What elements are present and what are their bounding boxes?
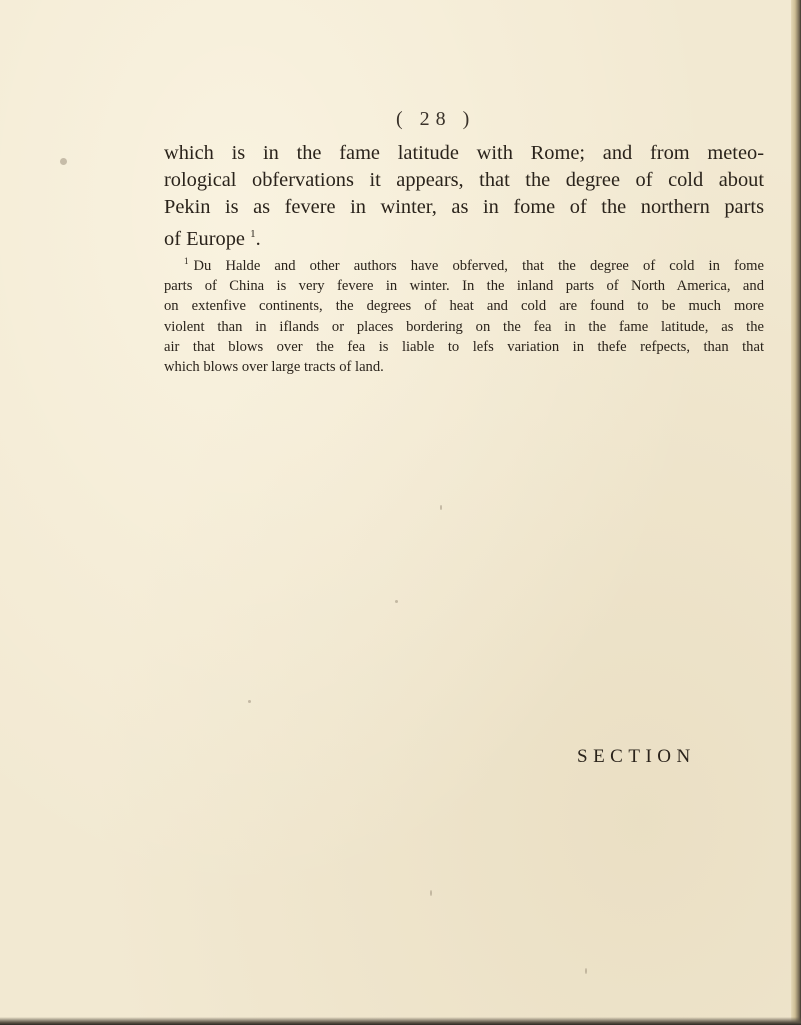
paper-speck [60,158,67,165]
paper-speck [585,968,587,974]
body-line: of Europe [164,228,245,250]
footnote-reference: 1 [250,228,256,240]
paper-speck [430,890,432,896]
page-number: ( 28 ) [396,108,476,130]
body-line: rological obfervations it appears, that the degree of cold about [164,169,764,191]
footnote-line [164,251,764,276]
body-line-last [164,221,764,253]
body-line: which is in the fame latitude with Rome; and from meteo- [164,142,764,164]
footnote-marker: 1 [184,256,189,266]
footnote-line: violent than in iflands or places bordering on the fea in the fame latitude, as the [164,318,764,335]
body-line: Pekin is as fevere in winter, as in fome of the northern parts [164,196,764,218]
footnote-line: which blows over large tracts of land. [164,359,384,376]
footnote-line: parts of China is very fevere in winter. In the inland parts of North America, and [164,278,764,295]
body-end-punctuation: . [255,228,261,250]
page-edge-shadow [791,0,801,1025]
footnote-line: air that blows over the fea is liable to lefs variation in thefe refpects, than that [164,338,764,355]
footnote-line-text: Du Halde and other authors have obferved, that the degree of cold in fome [193,258,764,274]
paper-speck [248,700,251,703]
paper-speck [440,505,442,510]
footnote [164,251,764,377]
catchword: SECTION [577,746,696,767]
paper-speck [395,600,398,603]
page-bottom-shadow [0,1017,801,1025]
body-paragraph [164,140,764,253]
footnote-line: on extenfive continents, the degrees of heat and cold are found to be much more [164,298,764,315]
